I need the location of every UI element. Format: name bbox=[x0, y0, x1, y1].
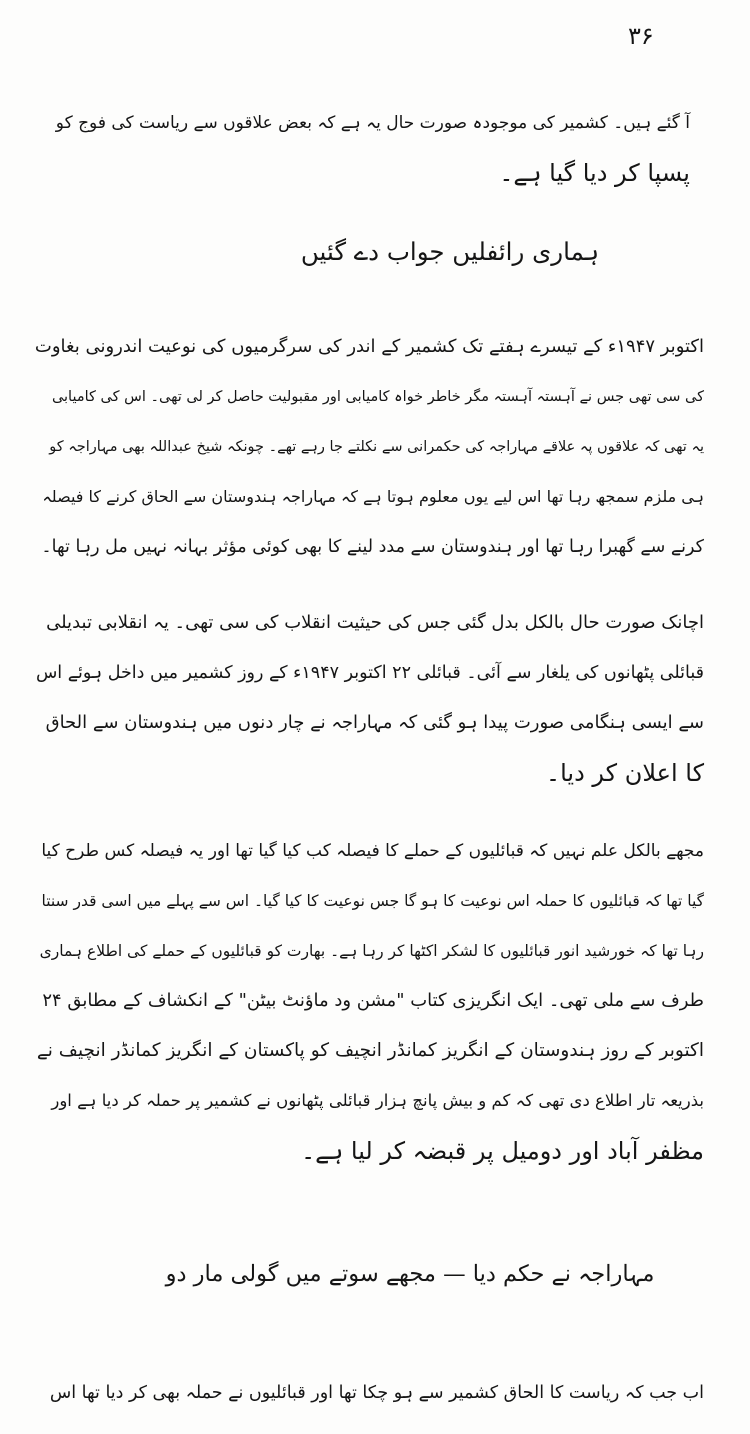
intro-paragraph bbox=[50, 98, 690, 198]
text-line: قبائلی پٹھانوں کی یلغار سے آئی۔ قبائلی ۲۲ اکتوبر ۱۹۴۷ء کے روز کشمیر میں داخل ہوئے اس bbox=[35, 663, 704, 683]
text-line: کرنے سے گھبرا رہا تھا اور ہندوستان سے مدد لینے کا بھی کوئی مؤثر بہانہ نہیں مل رہا تھا۔ bbox=[41, 537, 704, 557]
text-line: مظفر آباد اور دومیل پر قبضہ کر لیا ہے۔ bbox=[301, 1137, 704, 1165]
text-line: مجھے بالکل علم نہیں کہ قبائلیوں کے حملے کا فیصلہ کب کیا گیا تھا اور یہ فیصلہ کس طرح کیا bbox=[41, 841, 704, 861]
section-heading: مہاراجہ نے حکم دیا — مجھے سوتے میں گولی مار دو bbox=[165, 1261, 655, 1287]
text-line: کی سی تھی جس نے آہستہ آہستہ مگر خاطر خواہ کامیابی اور مقبولیت حاصل کر لی تھی۔ اس کی کامیابی bbox=[51, 389, 704, 405]
text-line: پسپا کر دیا گیا ہے۔ bbox=[499, 159, 690, 187]
section-heading: ہماری رائفلیں جواب دے گئیں bbox=[300, 237, 600, 266]
text-line: کا اعلان کر دیا۔ bbox=[546, 759, 704, 787]
page-number: ۳۶ bbox=[628, 22, 654, 50]
text-line: اچانک صورت حال بالکل بدل گئی جس کی حیثیت انقلاب کی سی تھی۔ یہ انقلابی تبدیلی bbox=[46, 612, 704, 633]
text-line: ہی ملزم سمجھ رہا تھا اس لیے یوں معلوم ہوتا ہے کہ مہاراجہ ہندوستان سے الحاق کرنے کا فیصلہ bbox=[42, 487, 704, 506]
text-line: اکتوبر ۱۹۴۷ء کے تیسرے ہفتے تک کشمیر کے اندر کی سرگرمیوں کی نوعیت اندرونی بغاوت bbox=[34, 336, 704, 357]
text-line: رہا تھا کہ خورشید انور قبائلیوں کا لشکر اکٹھا کر رہا ہے۔ بھارت کو قبائلیوں کے حملے کی اطلاع ہماری bbox=[39, 942, 704, 960]
paragraph bbox=[34, 826, 704, 1176]
text-line: اکتوبر کے روز ہندوستان کے انگریز کمانڈر انچیف کو پاکستان کے انگریز کمانڈر انچیف نے bbox=[36, 1040, 704, 1061]
text-line: گیا تھا کہ قبائلیوں کا حملہ اس نوعیت کا ہو گا جس نوعیت کا کیا گیا۔ اس سے پہلے میں اسی قدر سنتا bbox=[41, 892, 704, 910]
paragraph bbox=[34, 322, 704, 572]
text-line: بذریعہ تار اطلاع دی تھی کہ کم و بیش پانچ ہزار قبائلی پٹھانوں نے کشمیر پر حملہ کر دیا ہے اور bbox=[51, 1091, 704, 1110]
text-line: طرف سے ملی تھی۔ ایک انگریزی کتاب "مشن ود ماؤنٹ بیٹن" کے انکشاف کے مطابق ۲۴ bbox=[42, 990, 704, 1011]
paragraph bbox=[34, 598, 704, 798]
text-line: اب جب کہ ریاست کا الحاق کشمیر سے ہو چکا تھا اور قبائلیوں نے حملہ بھی کر دیا تھا اس bbox=[49, 1383, 704, 1403]
text-line: آ گئے ہیں۔ کشمیر کی موجودہ صورت حال یہ ہے کہ بعض علاقوں سے ریاست کی فوج کو bbox=[55, 113, 690, 133]
text-line: یہ تھی کہ علاقوں پہ علاقے مہاراجہ کی حکمرانی سے نکلتے جا رہے تھے۔ چونکہ شیخ عبداللہ بھی مہاراجہ کو bbox=[49, 439, 704, 455]
paragraph bbox=[34, 1368, 704, 1418]
text-line: سے ایسی ہنگامی صورت پیدا ہو گئی کہ مہاراجہ نے چار دنوں میں ہندوستان سے الحاق bbox=[45, 712, 704, 733]
